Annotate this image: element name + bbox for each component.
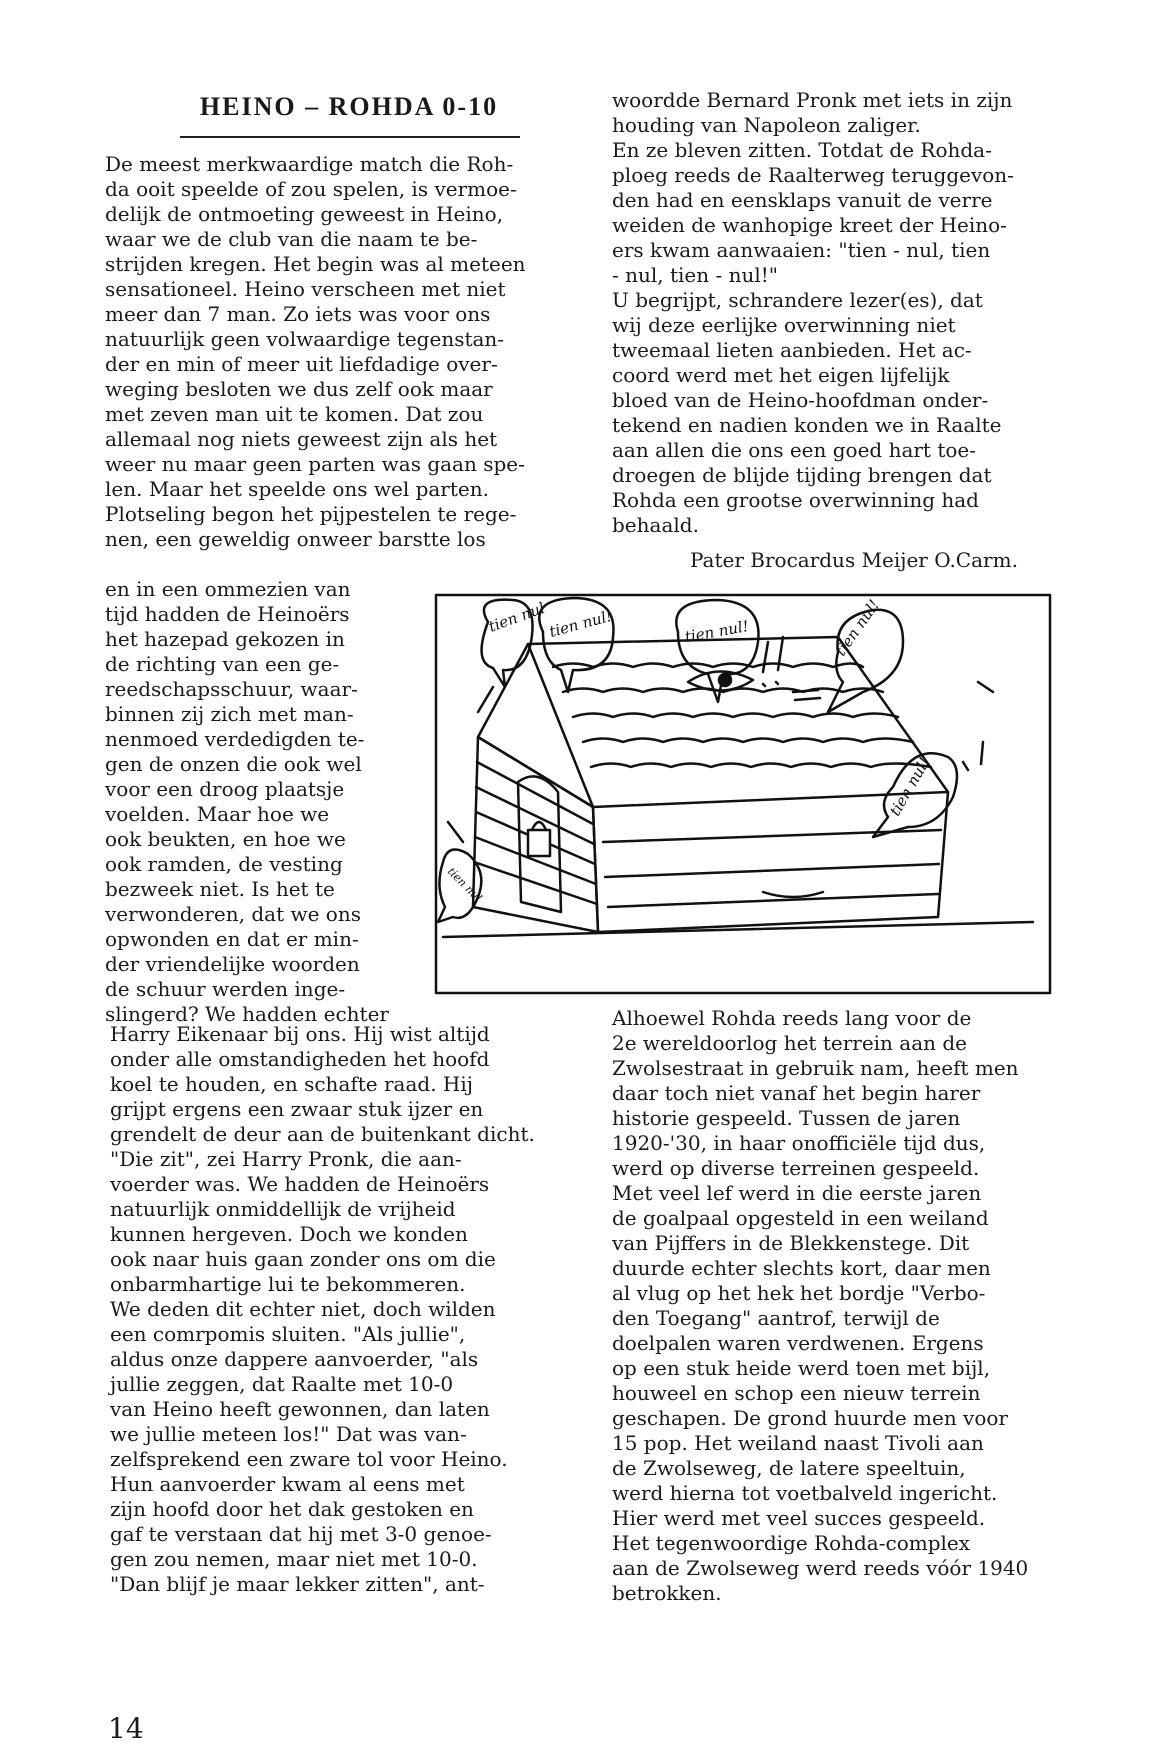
text-line: opwonden en dat er min- (105, 927, 359, 951)
text-line: grijpt ergens een zwaar stuk ijzer en (110, 1097, 484, 1121)
text-line: duurde echter slechts kort, daar men (612, 1256, 991, 1280)
text-line: behaald. (612, 513, 699, 537)
text-line: ploeg reeds de Raalterweg teruggevon- (612, 163, 1014, 187)
text-line: werd hierna tot voetbalveld ingericht. (612, 1481, 998, 1505)
text-line: verwonderen, dat we ons (105, 902, 361, 926)
text-line: "Dan blijf je maar lekker zitten", ant- (110, 1572, 485, 1596)
text-line: jullie zeggen, dat Raalte met 10-0 (110, 1372, 454, 1396)
text-line: U begrijpt, schrandere lezer(es), dat (612, 288, 983, 312)
text-line: droegen de blijde tijding brengen dat (612, 463, 992, 487)
text-line: gen de onzen die ook wel (105, 752, 362, 776)
text-line: aldus onze dappere aanvoerder, "als (110, 1347, 479, 1371)
text-line: de Zwolseweg, de latere speeltuin, (612, 1456, 966, 1480)
text-line: weiden de wanhopige kreet der Heino- (612, 213, 1007, 237)
text-line: len. Maar het speelde ons wel parten. (105, 477, 489, 501)
text-line: voerder was. We hadden de Heinoërs (110, 1172, 490, 1196)
padlock (528, 830, 550, 856)
author-signature: Pater Brocardus Meijer O.Carm. (690, 548, 1018, 572)
text-line: grendelt de deur aan de buitenkant dicht. (110, 1122, 535, 1146)
text-line: bloed van de Heino-hoofdman onder- (612, 388, 989, 412)
text-line: de schuur werden inge- (105, 977, 346, 1001)
right-column-bottom (612, 1006, 1082, 1606)
text-line: met zeven man uit te komen. Dat zou (105, 402, 484, 426)
text-line: geschapen. De grond huurde men voor (612, 1406, 1008, 1430)
text-line: betrokken. (612, 1581, 722, 1605)
text-line: aan allen die ons een goed hart toe- (612, 438, 976, 462)
text-line: ers kwam aanwaaien: "tien - nul, tien (612, 238, 991, 262)
text-line: van Heino heeft gewonnen, dan laten (110, 1397, 490, 1421)
text-line: da ooit speelde of zou spelen, is vermoe- (105, 177, 517, 201)
text-line: gaf te verstaan dat hij met 3-0 genoe- (110, 1522, 492, 1546)
text-line: ook ramden, de vesting (105, 852, 343, 876)
left-column-beside-cartoon (105, 577, 425, 1027)
text-line: tijd hadden de Heinoërs (105, 602, 350, 626)
text-line: - nul, tien - nul!" (612, 263, 779, 287)
text-line: Zwolsestraat in gebruik nam, heeft men (612, 1056, 1019, 1080)
text-line: voor een droog plaatsje (105, 777, 345, 801)
text-line: onbarmhartige lui te bekommeren. (110, 1272, 466, 1296)
text-line: Harry Eikenaar bij ons. Hij wist altijd (110, 1022, 490, 1046)
text-line: Het tegenwoordige Rohda-complex (612, 1531, 971, 1555)
title-underline (180, 136, 520, 138)
bubble-text: tien nul! (547, 606, 615, 641)
left-column-top (105, 152, 593, 552)
page-number: 14 (108, 1712, 144, 1745)
text-line: "Die zit", zei Harry Pronk, die aan- (110, 1147, 462, 1171)
text-line: tekend en nadien konden we in Raalte (612, 413, 1002, 437)
text-line: daar toch niet vanaf het begin harer (612, 1081, 981, 1105)
text-line: onder alle omstandigheden het hoofd (110, 1047, 490, 1071)
text-line: We deden dit echter niet, doch wilden (110, 1297, 496, 1321)
text-line: weging besloten we dus zelf ook maar (105, 377, 493, 401)
text-line: woordde Bernard Pronk met iets in zijn (612, 88, 1013, 112)
text-line: allemaal nog niets geweest zijn als het (105, 427, 498, 451)
text-line: een comrpomis sluiten. "Als jullie", (110, 1322, 466, 1346)
text-line: natuurlijk onmiddellijk de vrijheid (110, 1197, 456, 1221)
text-line: we jullie meteen los!" Dat was van- (110, 1422, 467, 1446)
text-line: sensationeel. Heino verscheen met niet (105, 277, 506, 301)
text-line: de goalpaal opgesteld in een weiland (612, 1206, 989, 1230)
text-line: al vlug op het hek het bordje "Verbo- (612, 1281, 986, 1305)
text-line: der en min of meer uit liefdadige over- (105, 352, 498, 376)
text-line: houweel en schop een nieuw terrein (612, 1381, 981, 1405)
text-line: gen zou nemen, maar niet met 10-0. (110, 1547, 478, 1571)
speech-bubble (676, 600, 758, 702)
text-line: coord werd met het eigen lijfelijk (612, 363, 950, 387)
text-line: reedschapsschuur, waar- (105, 677, 358, 701)
text-line: slingerd? We hadden echter (105, 1002, 389, 1026)
bubble-text: tien nul! (885, 754, 934, 819)
text-line: Met veel lef werd in die eerste jaren (612, 1181, 982, 1205)
text-line: strijden kregen. Het begin was al meteen (105, 252, 526, 276)
text-line: bezweek niet. Is het te (105, 877, 335, 901)
bubble-text: tien nul (486, 598, 548, 636)
article-title: HEINO – ROHDA 0-10 (199, 92, 499, 121)
text-line: En ze bleven zitten. Totdat de Rohda- (612, 138, 992, 162)
text-line: 15 pop. Het weiland naast Tivoli aan (612, 1431, 984, 1455)
text-line: historie gespeeld. Tussen de jaren (612, 1106, 961, 1130)
text-line: ook beukten, en hoe we (105, 827, 346, 851)
text-line: aan de Zwolseweg werd reeds vóór 1940 (612, 1556, 1029, 1580)
text-line: nen, een geweldig onweer barstte los (105, 527, 486, 551)
text-line: 2e wereldoorlog het terrein aan de (612, 1031, 968, 1055)
text-line: kunnen hergeven. Doch we konden (110, 1222, 468, 1246)
text-line: delijk de ontmoeting geweest in Heino, (105, 202, 504, 226)
text-line: de richting van een ge- (105, 652, 340, 676)
text-line: Plotseling begon het pijpestelen te rege- (105, 502, 517, 526)
text-line: waar we de club van die naam te be- (105, 227, 478, 251)
text-line: 1920-'30, in haar onofficiële tijd dus, (612, 1131, 986, 1155)
text-line: wij deze eerlijke overwinning niet (612, 313, 956, 337)
bubble-text: tien nul! (831, 596, 884, 660)
text-line: natuurlijk geen volwaardige tegenstan- (105, 327, 505, 351)
text-line: zijn hoofd door het dak gestoken en (110, 1497, 474, 1521)
text-line: nenmoed verdedigden te- (105, 727, 365, 751)
text-line: Hun aanvoerder kwam al eens met (110, 1472, 465, 1496)
right-column-top (612, 88, 1064, 538)
text-line: van Pijffers in de Blekkenstege. Dit (612, 1231, 970, 1255)
text-line: zelfsprekend een zware tol voor Heino. (110, 1447, 508, 1471)
text-line: werd op diverse terreinen gespeeld. (612, 1156, 980, 1180)
text-line: doelpalen waren verdwenen. Ergens (612, 1331, 984, 1355)
text-line: der vriendelijke woorden (105, 952, 360, 976)
text-line: meer dan 7 man. Zo iets was voor ons (105, 302, 491, 326)
left-column-bottom (110, 1022, 598, 1597)
text-line: Hier werd met veel succes gespeeld. (612, 1506, 986, 1530)
text-line: De meest merkwaardige match die Roh- (105, 152, 514, 176)
text-line: den had en eensklaps vanuit de verre (612, 188, 993, 212)
bubble-text: tien nul (444, 864, 485, 905)
text-line: en in een ommezien van (105, 577, 351, 601)
text-line: op een stuk heide werd toen met bijl, (612, 1356, 991, 1380)
text-line: voelden. Maar hoe we (105, 802, 330, 826)
text-line: ook naar huis gaan zonder ons om die (110, 1247, 496, 1271)
cartoon-illustration (433, 592, 1053, 996)
text-line: houding van Napoleon zaliger. (612, 113, 921, 137)
text-line: het hazepad gekozen in (105, 627, 345, 651)
text-line: Rohda een grootse overwinning had (612, 488, 979, 512)
text-line: weer nu maar geen parten was gaan spe- (105, 452, 525, 476)
text-line: koel te houden, en schafte raad. Hij (110, 1072, 473, 1096)
text-line: binnen zij zich met man- (105, 702, 354, 726)
text-line: den Toegang" aantrof, terwijl de (612, 1306, 940, 1330)
bubble-text: tien nul! (683, 617, 750, 646)
text-line: Alhoewel Rohda reeds lang voor de (612, 1006, 972, 1030)
text-line: tweemaal lieten aanbieden. Het ac- (612, 338, 972, 362)
